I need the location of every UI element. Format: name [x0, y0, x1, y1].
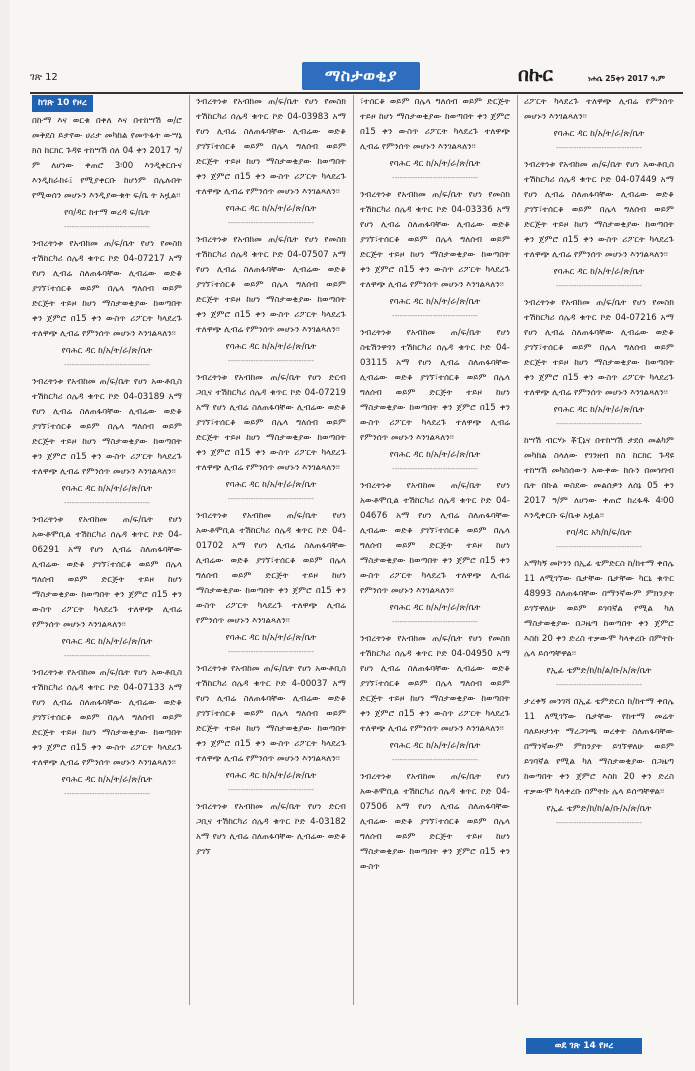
notice-signature: የባሕር ዳር ከ/አ/ት/ራ/ጽ/ቤት — [389, 741, 481, 751]
notice — [196, 662, 346, 795]
notice-separator: ---------------------------------- — [228, 219, 314, 227]
notice-signature: የባሕር ዳር ከ/አ/ት/ራ/ጽ/ቤት — [61, 484, 153, 494]
notice-text: ሪፖርት ካላደረጉ ተለዋጭ ሊብሬ የምንሰጥ መሆኑን እንገልጻለን፡፡ — [524, 97, 674, 122]
column-1 — [32, 95, 182, 1035]
notice-signature: የኢፊ ቴምድ/ከ/ከ/ል/ቡ/አ/ጽ/ቤት — [546, 804, 652, 814]
continued-on-label: ወደ ገጽ 14 የዞረ — [526, 1038, 642, 1054]
notice — [360, 632, 510, 765]
notice-signature: የባሕር ዳር ከ/አ/ት/ራ/ጽ/ቤት — [389, 297, 481, 307]
notice — [524, 434, 674, 552]
notice — [196, 95, 346, 228]
notice-separator: ---------------------------------- — [64, 790, 150, 798]
notice-text: ንብረትነቱ የአብከመ ጠ/ፍ/ቤት የሆነ አውቶሞቢል ተሽከርካሪ ሰሌዳ ቁጥር ኮድ 04-07506 አማ የሆነ ሊብሬ ስለጠፋባቸው ሊብሬው ወድቆ ያገኘ፣ተሰርቆ ወይም በሌላ ግለሰብ ወይም ድርጅት ተይዞ ከሆነ ማስታወቂያው ከወጣበት ቀን ጀምሮ በ15 ቀን ውስጥ — [360, 772, 510, 872]
notice — [32, 237, 182, 370]
notice — [524, 158, 674, 291]
notice — [196, 509, 346, 657]
notice-signature: የባሕር ዳር ከ/አ/ት/ራ/ጽ/ቤት — [389, 603, 481, 613]
notice-text: በኩማ እና ወርቁ በቀለ እና በተከሣሽ ወ/ሮ መቅደስ ይታየው ሀሪታ መካከል የመጥፋት ውሣኔ ክስ ከርክር ጉዳዩ ተከሣሽ ሰለ 04 ቀን 2017 ዓ/ም ለሆነው ቀጠሮ 3፡00 እንዲቀርቡና እንዲከራከሩ፤ የሚያቀርቡ ከሆነም በሌሉበት የሚወሰን መሆኑን እንዲያውቁት ፍ/ቤ ት አዟል፡፡ — [32, 116, 182, 201]
issue-date: ነሐሴ 25ቀን 2017 ዓ.ም — [588, 74, 665, 83]
notice-signature: የባሕር ዳር ከ/አ/ት/ራ/ጽ/ቤት — [225, 480, 317, 490]
notice — [360, 326, 510, 474]
notice — [524, 557, 674, 690]
notice — [196, 371, 346, 504]
newspaper-name: በኩር — [518, 64, 553, 86]
notice-separator: ---------------------------------- — [64, 223, 150, 231]
notice-separator: ---------------------------------- — [556, 681, 642, 689]
continued-from-label: ከገጽ 10 የዞረ — [32, 95, 93, 112]
notice-signature: የባሕር ዳር ከ/አ/ት/ራ/ጽ/ቤት — [61, 637, 153, 647]
notice-text: ንብረትነቱ የአብከመ ጠ/ፍ/ቤት የሆነ የመስክ ተሽከርካሪ ሰሌዳ ቁጥር ኮድ 04-07507 አማ የሆነ ሊብሬ ስለጠፋባቸው ሊብሬው ወድቆ ያገኘ፣ተሰርቆ ወይም በሌላ ግለሰብ ወይም ድርጅት ተይዞ ከሆነ ማስታወቂያው ከወጣበት ቀን ጀምሮ በ15 ቀን ውስጥ ሪፖርት ካላደረጉ ተለዋጭ ሊብሬ የምንሰጥ መሆኑን እንገልጻለን፡፡ — [196, 235, 346, 335]
notice-text: ፣ተሰርቆ ወይም በሌላ ግለሰብ ወይም ድርጅት ተይዞ ከሆነ ማስታወቂያው ከወጣበት ቀን ጀምሮ በ15 ቀን ውስጥ ሪፖርት ካላደረጉ ተለዋጭ ሊብሬ የምንሰጥ መሆኑን እንገልጻለን፡፡ — [360, 97, 510, 152]
notice — [360, 188, 510, 321]
notice-signature: የባ/ዳር ከተማ ወረዳ ፍ/ቤት — [64, 208, 150, 218]
notice — [524, 296, 674, 429]
notice-signature: የባሕር ዳር ከ/አ/ት/ራ/ጽ/ቤት — [389, 450, 481, 460]
notice — [196, 233, 346, 366]
column-divider — [189, 95, 190, 1005]
notice-text: ንብረትነቱ የአብከመ ጠ/ፍ/ቤት የሆነ የመስክ ተሽከርካሪ ሰሌዳ ቁጥር ኮድ 04-03336 አማ የሆነ ሊብሬ ስለጠፋባቸው ሊብሬው ወድቆ ያገኘ፣ተሰርቆ ወይም በሌላ ግለሰብ ወይም ድርጅት ተይዞ ከሆነ ማስታወቂያው ከወጣበት ቀን ጀምሮ በ15 ቀን ውስጥ ሪፖርት ካላደረጉ ተለዋጭ ሊብሬ የምንሰጥ መሆኑን እንገልጻለን፡፡ — [360, 190, 510, 290]
notice — [360, 770, 510, 875]
notice-text: ንብረትነቱ የአብከመ ጠ/ፍ/ቤት የሆነ የመስክ ተሽከርካሪ ሰሌዳ ቁጥር ኮድ 04-04950 አማ የሆነ ሊብሬ ስለጠፋባቸው ሊብሬው ወድቆ ያገኘ፣ተሰርቆ ወይም በሌላ ግለሰብ ወይም ድርጅት ተይዞ ከሆነ ማስታወቂያው ከወጣበት ቀን ጀምሮ በ15 ቀን ውስጥ ሪፖርት ካላደረጉ ተለዋጭ ሊብሬ የምንሰጥ መሆኑን እንገልጻለን፡፡ — [360, 634, 510, 734]
notice-text: አማካኝ መኮንን በኢፊ ቴምድርስ ከ/ከተማ ቀበሌ 11 ለሚገኘው ቤታቸው ቤታቸው ካርኒ ቁጥር 48993 ስለጠፋባቸው በማንኛውም ምክንያት ይገኘዋለሁ ወይም ይገባኛል የሚል ካለ ማስታወቂያው በጋዜጣ ከወጣበት ቀን ጀምሮ እስከ 20 ቀን ድረስ ተቃውሞ ካላቀረቡ በምትኩ ሌላ ይሰጣቸዋል፡፡ — [524, 559, 674, 659]
header-rule — [30, 92, 683, 94]
newspaper-page — [10, 0, 695, 1071]
notice-signature: የባ/ዳር አካ/ከ/ፍ/ቤት — [566, 528, 632, 538]
notice-separator: ---------------------------------- — [556, 282, 642, 290]
notice-separator: ---------------------------------- — [64, 499, 150, 507]
notice-signature: የባሕር ዳር ከ/አ/ት/ራ/ጽ/ቤት — [61, 775, 153, 785]
notice-text: ታረቀኝ መንገሻ በኢፊ ቴምድርስ ከ/ከተማ ቀበሌ 11 ለሚገኘው ቤታቸው የከተማ መሬት ባለይዞታነት ማረጋገጫ ወረቀት ስለጠፋባቸው በማንኛውም ምክንያት ይገኘዋለሁ ወይም ይገባኛል የሚል ካለ ማስታወቂያው በጋዜጣ ከወጣበት ቀን ጀምሮ እስከ 20 ቀን ድረስ ተቃውሞ ካላቀረቡ በምትኩ ሌላ ይሰጣቸዋል፡፡ — [524, 697, 674, 797]
column-4 — [524, 95, 674, 1035]
notice-signature: የባሕር ዳር ከ/አ/ት/ራ/ጽ/ቤት — [553, 267, 645, 277]
column-divider — [353, 95, 354, 1005]
notice-signature: የኢፊ ቴምድ/ከ/ከ/ል/ቡ/አ/ጽ/ቤት — [546, 666, 652, 676]
notice-signature: የባሕር ዳር ከ/አ/ት/ራ/ጽ/ቤት — [225, 342, 317, 352]
notice-separator: ---------------------------------- — [392, 312, 478, 320]
notice-text: ንብረትነቱ የአብከመ ጠ/ፍ/ቤት የሆነ ስቴሽንዋጎን ተሽከርካሪ ሰሌዳ ቁጥር ኮድ 04-03115 አማ የሆነ ሊብሬ ስለጠፋባቸው ሊብሬው ወድቆ ያገኘ፣ተሰርቆ ወይም በሌላ ግለሰብ ወይም ድርጅት ተይዞ ከሆነ ማስታወቂያው ከወጣበት ቀን ጀምሮ በ15 ቀን ውስጥ ሪፖርት ካላደረጉ ተለዋጭ ሊብሬ የምንሰጥ መሆኑን እንገልጻለን፡፡ — [360, 328, 510, 443]
notice-separator: ---------------------------------- — [64, 652, 150, 660]
notice-separator: ---------------------------------- — [392, 174, 478, 182]
notice — [524, 695, 674, 828]
page-number: ገጽ 12 — [30, 72, 58, 83]
notice — [32, 375, 182, 508]
notice-text: ንብረትነቱ የአብከመ ጠ/ፍ/ቤት የሆነ አውቶቢስ ተሽከርካሪ ሰሌዳ ቁጥር ኮድ 04-07449 አማ የሆነ ሊብሬ ስለጠፋባቸው ሊብሬው ወድቆ ያገኘ፣ተሰርቆ ወይም በሌላ ግለሰብ ወይም ድርጅት ተይዞ ከሆነ ማስታወቂያው ከወጣበት ቀን ጀምሮ በ15 ቀን ውስጥ ሪፖርት ካላደረጉ ተለዋጭ ሊብሬ የምንሰጥ መሆኑን እንገልጻለን፡፡ — [524, 160, 674, 260]
notice — [32, 114, 182, 232]
notice — [32, 666, 182, 799]
notice-text: ንብረትነቱ የአብከመ ጠ/ፍ/ቤት የሆነ አውቶሞቢል ተሽከርካሪ ሰሌዳ ቁጥር ኮድ 04-01702 አማ የሆነ ሊብሬ ስለጠፋባቸው ሊብሬው ወድቆ ያገኘ፣ተሰርቆ ወይም በሌላ ግለሰብ ወይም ድርጅት ተይዞ ከሆነ ማስታወቂያው ከወጣበት ቀን ጀምሮ በ15 ቀን ውስጥ ሪፖርት ካላደረጉ ተለዋጭ ሊብሬ የምንሰጥ መሆኑን እንገልጻለን፡፡ — [196, 511, 346, 626]
notice-text: ንብረትነቱ የአብከመ ጠ/ፍ/ቤት የሆነ አውቶቢስ ተሽከርካሪ ሰሌዳ ቁጥር ኮድ 4-00037 አማ የሆነ ሊብሬ ስለጠፋባቸው ሊብሬው ወድቆ ያገኘ፣ተሰርቆ ወይም በሌላ ግለሰብ ወይም ድርጅት ተይዞ ከሆነ ማስታወቂያው ከወጣበት ቀን ጀምሮ በ15 ቀን ውስጥ ሪፖርት ካላደረጉ ተለዋጭ ሊብሬ የምንሰጥ መሆኑን እንገልጻለን፡፡ — [196, 664, 346, 764]
notice-text: ንብረትነቱ የአብከመ ጠ/ፍ/ቤት የሆነ የመስክ ተሽከርካሪ ሰሌዳ ቁጥር ኮድ 04-07216 አማ የሆነ ሊብሬ ስለጠፋባቸው ሊብሬው ወድቆ ያገኘ፣ተሰርቆ ወይም በሌላ ግለሰብ ወይም ድርጅት ተይዞ ከሆነ ማስታወቂያው ከወጣበት ቀን ጀምሮ በ15 ቀን ውስጥ ሪፖርት ካላደረጉ ተለዋጭ ሊብሬ የምንሰጥ መሆኑን እንገልጻለን፡፡ — [524, 298, 674, 398]
notice — [360, 479, 510, 627]
notices-columns — [32, 95, 682, 1035]
notice-separator: ---------------------------------- — [392, 465, 478, 473]
column-2 — [196, 95, 346, 1035]
notice-signature: የባሕር ዳር ከ/አ/ት/ራ/ጽ/ቤት — [225, 771, 317, 781]
notice — [524, 95, 674, 153]
notice-separator: ---------------------------------- — [64, 361, 150, 369]
notice — [196, 800, 346, 860]
notice-signature: የባሕር ዳር ከ/አ/ት/ራ/ጽ/ቤት — [225, 204, 317, 214]
notice-text: ንብረትነቱ የአብከመ ጠ/ፍ/ቤት የሆነ የመስክ ተሽከርካሪ ሰሌዳ ቁጥር ኮድ 04-03983 አማ የሆነ ሊብሬ ስለጠፋባቸው ሊብሬው ወድቆ ያገኘ፣ተሰርቆ ወይም በሌላ ግለሰብ ወይም ድርጅት ተይዞ ከሆነ ማስታወቂያው ከወጣበት ቀን ጀምሮ በ15 ቀን ውስጥ ሪፖርት ካላደረጉ ተለዋጭ ሊብሬ የምንሰጥ መሆኑን እንገልጻለን፡፡ — [196, 97, 346, 197]
notice-signature: የባሕር ዳር ከ/አ/ት/ራ/ጽ/ቤት — [225, 633, 317, 643]
notice-text: ንብረትነቱ የአብከመ ጠ/ፍ/ቤት የሆነ የመስክ ተሽከርካሪ ሰሌዳ ቁጥር ኮድ 04-07217 አማ የሆነ ሊብሬ ስለጠፋባቸው ሊብሬው ወድቆ ያገኘ፣ተሰርቆ ወይም በሌላ ግለሰብ ወይም ድርጅት ተይዞ ከሆነ ማስታወቂያው ከወጣበት ቀን ጀምሮ በ15 ቀን ውስጥ ሪፖርት ካላደረጉ ተለዋጭ ሊብሬ የምንሰጥ መሆኑን እንገልጻለን፡፡ — [32, 239, 182, 339]
notice-separator: ---------------------------------- — [556, 420, 642, 428]
notice-separator: ---------------------------------- — [556, 543, 642, 551]
page-header — [30, 62, 680, 92]
notice-separator: ---------------------------------- — [228, 357, 314, 365]
section-masthead: ማስታወቂያ — [302, 62, 420, 90]
notice-separator: ---------------------------------- — [228, 786, 314, 794]
notice-text: ንብረትነቱ የአብከመ ጠ/ፍ/ቤት የሆነ አውቶቢስ ተሽከርካሪ ሰሌዳ ቁጥር ኮድ 04-03189 አማ የሆነ ሊብሬ ስለጠፋባቸው ሊብሬው ወድቆ ያገኘ፣ተሰርቆ ወይም በሌላ ግለሰብ ወይም ድርጅት ተይዞ ከሆነ ማስታወቂያው ከወጣበት ቀን ጀምሮ በ15 ቀን ውስጥ ሪፖርት ካላደረጉ ተለዋጭ ሊብሬ የምንሰጥ መሆኑን እንገልጻለን፡፡ — [32, 377, 182, 477]
notice-text: ንብረትነቱ የአብከመ ጠ/ፍ/ቤት የሆነ አውቶቢስ ተሽከርካሪ ሰሌዳ ቁጥር ኮድ 04-07133 አማ የሆነ ሊብሬ ስለጠፋባቸው ሊብሬው ወድቆ ያገኘ፣ተሰርቆ ወይም በሌላ ግለሰብ ወይም ድርጅት ተይዞ ከሆነ ማስታወቂያው ከወጣበት ቀን ጀምሮ በ15 ቀን ውስጥ ሪፖርት ካላደረጉ ተለዋጭ ሊብሬ የምንሰጥ መሆኑን እንገልጻለን፡፡ — [32, 668, 182, 768]
notice-text: ንብረትነቱ የአብከመ ጠ/ፍ/ቤት የሆነ አውቶሞቢል ተሽከርካሪ ሰሌዳ ቁጥር ኮድ 04-06291 አማ የሆነ ሊብሬ ስለጠፋባቸው ሊብሬው ወድቆ ያገኘ፣ተሰርቆ ወይም በሌላ ግለሰብ ወይም ድርጅት ተይዞ ከሆነ ማስታወቂያው ከወጣበት ቀን ጀምሮ በ15 ቀን ውስጥ ሪፖርት ካላደረጉ ተለዋጭ ሊብሬ የምንሰጥ መሆኑን እንገልጻለን፡፡ — [32, 515, 182, 630]
notice-signature: የባሕር ዳር ከ/አ/ት/ራ/ጽ/ቤት — [389, 159, 481, 169]
notice-text: ንብረትነቱ የአብከመ ጠ/ፍ/ቤት የሆነ ድርብ ጋቢና ተሽከርካሪ ሰሌዳ ቁጥር ኮድ 04-07219 አማ የሆነ ሊብሬ ስለጠፋባቸው ሊብሬው ወድቆ ያገኘ፣ተሰርቆ ወይም በሌላ ግለሰብ ወይም ድርጅት ተይዞ ከሆነ ማስታወቂያው ከወጣበት ቀን ጀምሮ በ15 ቀን ውስጥ ሪፖርት ካላደረጉ ተለዋጭ ሊብሬ የምንሰጥ መሆኑን እንገልጻለን፡፡ — [196, 373, 346, 473]
notice — [32, 513, 182, 661]
notice-separator: ---------------------------------- — [392, 756, 478, 764]
notice-signature: የባሕር ዳር ከ/አ/ት/ራ/ጽ/ቤት — [61, 346, 153, 356]
notice-separator: ---------------------------------- — [556, 819, 642, 827]
column-divider — [517, 95, 518, 1005]
notice-text: ንብረትነቱ የአብከመ ጠ/ፍ/ቤት የሆነ ድርብ ጋቢና ተሽከርካሪ ሰሌዳ ቁጥር ኮድ 4-03182 አማ የሆነ ሊብሬ ስለጠፋባቸው ሊብሬው ወድቆ ያገኘ — [196, 802, 346, 857]
notice-separator: ---------------------------------- — [392, 618, 478, 626]
notice-separator: ---------------------------------- — [228, 495, 314, 503]
column-3 — [360, 95, 510, 1035]
notice-separator: ---------------------------------- — [556, 144, 642, 152]
notice-text: ከሣሽ ብርሃኑ ቾፒኔና በተከሣሽ ታደሰ መልካም መካከል ስላለው የገንዘብ ክስ ከርክር ጉዳዩ ተከሣሽ መካስሰውን አውቀው ከሱን በመዝገብ ቤት በኩል ወስደው መልሰዎን ለሰኔ 05 ቀን 2017 ዓ/ም ለሆነው ቀጠሮ ከረፋዱ 4፡00 እንዲቀርቡ ፍ/ቤቱ አዟል፡፡ — [524, 436, 674, 521]
notice-text: ንብረትነቱ የአብከመ ጠ/ፍ/ቤት የሆነ አውቶሞቢል ተሽከርካሪ ሰሌዳ ቁጥር ኮድ 04-04676 አማ የሆነ ሊብሬ ስለጠፋባቸው ሊብሬው ወድቆ ያገኘ፣ተሰርቆ ወይም በሌላ ግለሰብ ወይም ድርጅት ተይዞ ከሆነ ማስታወቂያው ከወጣበት ቀን ጀምሮ በ15 ቀን ውስጥ ሪፖርት ካላደረጉ ተለዋጭ ሊብሬ የምንሰጥ መሆኑን እንገልጻለን፡፡ — [360, 481, 510, 596]
notice-separator: ---------------------------------- — [228, 648, 314, 656]
notice — [360, 95, 510, 183]
notice-signature: የባሕር ዳር ከ/አ/ት/ራ/ጽ/ቤት — [553, 129, 645, 139]
notice-signature: የባሕር ዳር ከ/አ/ት/ራ/ጽ/ቤት — [553, 405, 645, 415]
